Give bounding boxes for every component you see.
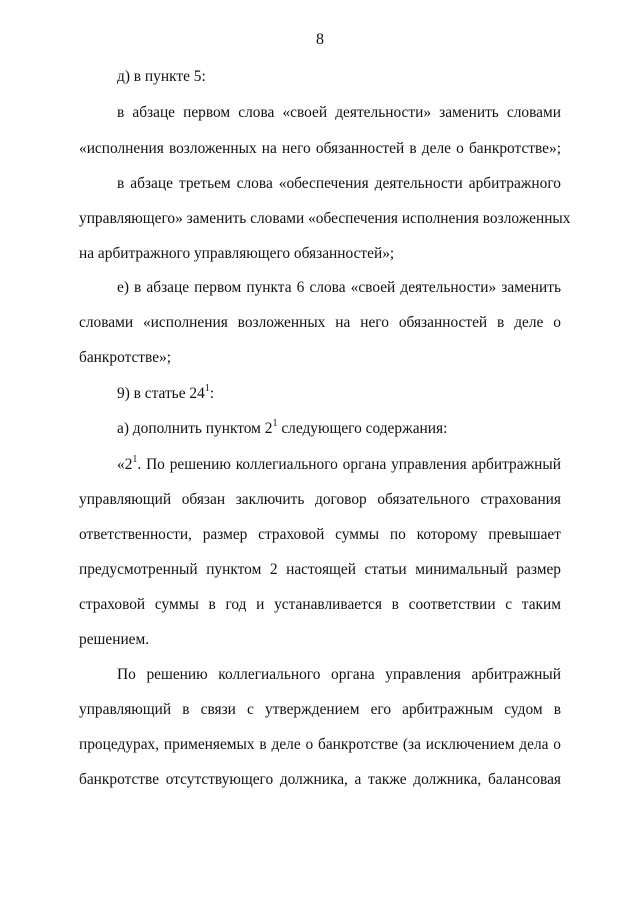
text-line: словами «исполнения возложенных на него обязанностей в деле о bbox=[79, 314, 561, 331]
text-line: д) в пункте 5: bbox=[117, 68, 206, 85]
text-run: : bbox=[209, 385, 215, 402]
text-run: 9) в статье 24 bbox=[117, 385, 205, 402]
text-run: следующего содержания: bbox=[277, 420, 448, 437]
text-line-amendment bbox=[117, 419, 561, 439]
text-line: «исполнения возложенных на него обязанностей в деле о банкротстве»; bbox=[79, 140, 561, 157]
text-line: страховой суммы в год и устанавливается в соответствии с таким bbox=[79, 596, 561, 613]
text-line: банкротстве отсутствующего должника, а также должника, балансовая bbox=[79, 771, 561, 788]
text-line-article bbox=[117, 384, 561, 404]
superscript: 1 bbox=[204, 382, 210, 394]
text-line: е) в абзаце первом пункта 6 слова «своей деятельности» заменить bbox=[117, 279, 561, 296]
text-line-clause bbox=[117, 455, 561, 475]
text-line: По решению коллегиального органа управления арбитражный bbox=[117, 666, 561, 683]
text-line: на арбитражного управляющего обязанностей»; bbox=[79, 245, 395, 262]
superscript: 1 bbox=[132, 453, 138, 465]
text-line: предусмотренный пунктом 2 настоящей статьи минимальный размер bbox=[79, 561, 561, 578]
text-line: управляющий в связи с утверждением его арбитражным судом в bbox=[79, 701, 561, 718]
text-line: процедурах, применяемых в деле о банкротстве (за исключением дела о bbox=[79, 736, 561, 753]
text-run: . По решению коллегиального органа управления арбитражный bbox=[137, 456, 561, 473]
text-line: управляющего» заменить словами «обеспечения исполнения возложенных bbox=[79, 210, 571, 227]
superscript: 1 bbox=[272, 417, 278, 429]
text-line: в абзаце первом слова «своей деятельности» заменить словами bbox=[117, 104, 561, 121]
page-number: 8 bbox=[316, 31, 324, 48]
text-line: управляющий обязан заключить договор обязательного страхования bbox=[79, 491, 561, 508]
text-run: а) дополнить пунктом 2 bbox=[117, 420, 273, 437]
text-line: банкротстве»; bbox=[79, 349, 172, 366]
text-line: решением. bbox=[79, 631, 150, 648]
text-run: «2 bbox=[117, 456, 133, 473]
text-line: в абзаце третьем слова «обеспечения деятельности арбитражного bbox=[117, 175, 561, 192]
text-line: ответственности, размер страховой суммы по которому превышает bbox=[79, 526, 561, 543]
